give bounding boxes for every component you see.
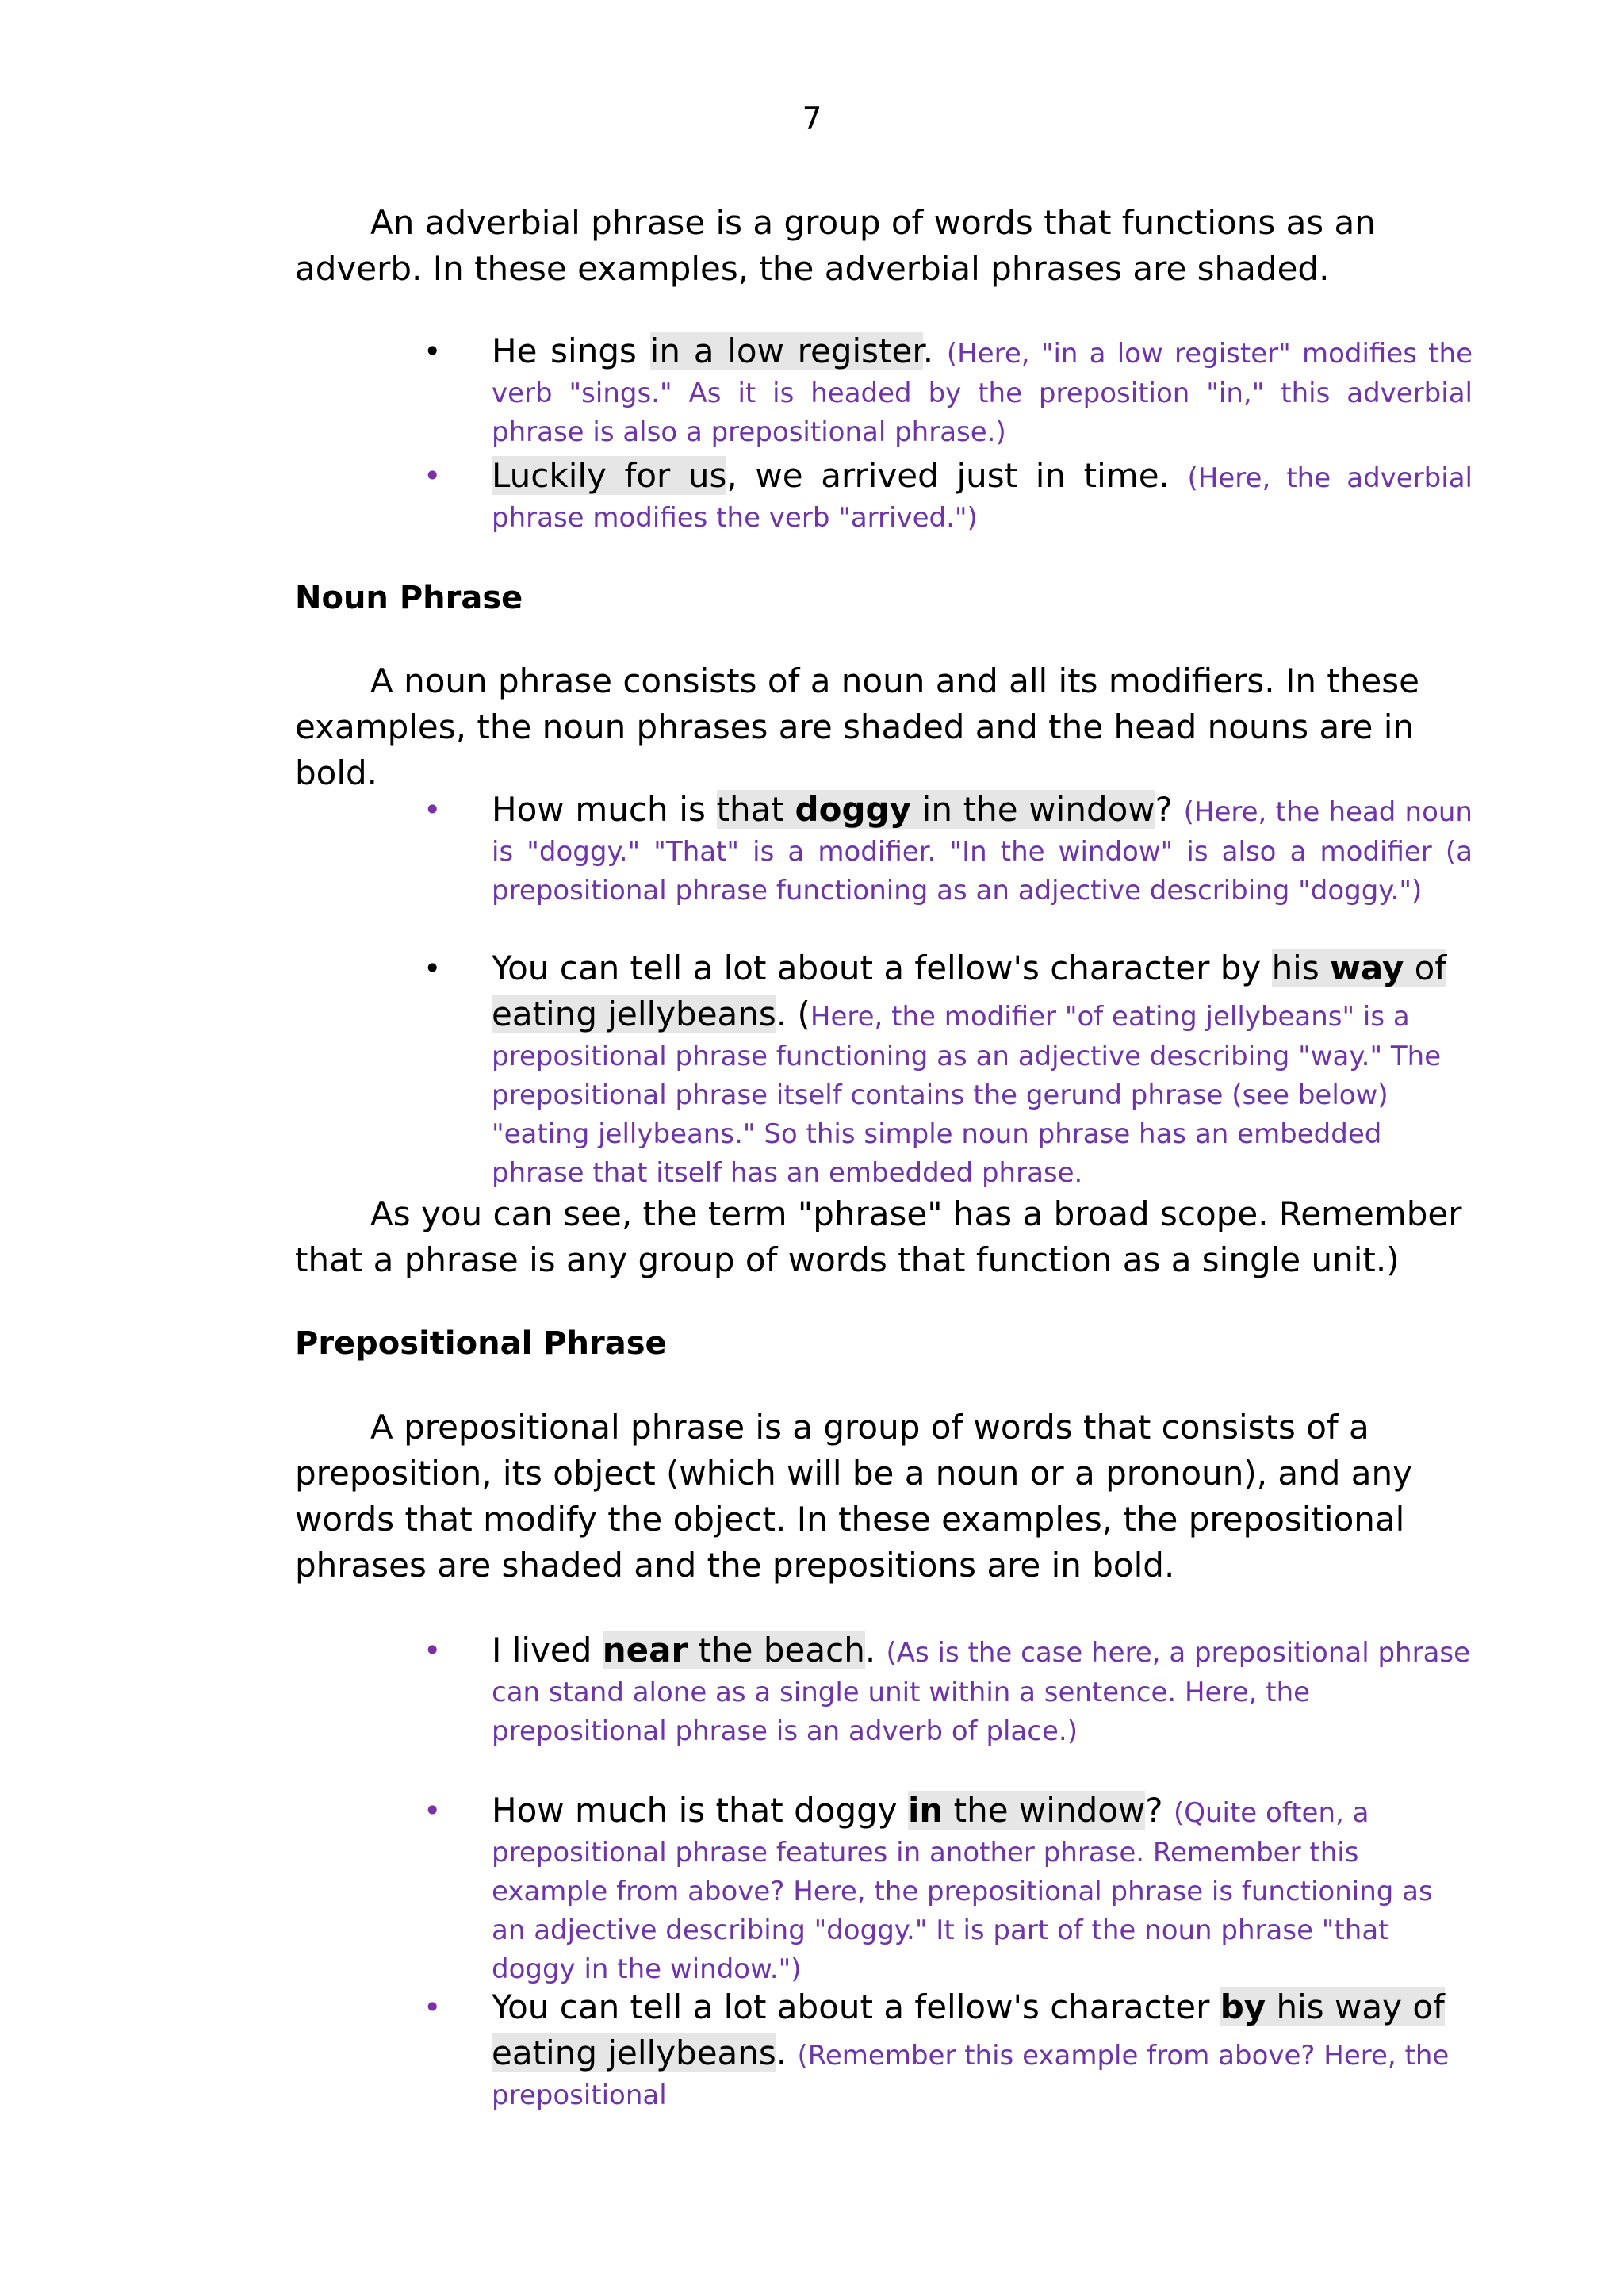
shaded-phrase-end: in the window (910, 790, 1155, 829)
shaded-phrase-end: of eating jellybeans (492, 949, 1447, 1033)
phrase-scope-paragraph: As you can see, the term "phrase" has a broad scope. Remember that a phrase is any group of words that function as a single unit.) (295, 1194, 1462, 1279)
shaded-phrase: the beach (688, 1631, 865, 1669)
bullet-icon: • (423, 458, 442, 493)
noun-intro-paragraph: A noun phrase consists of a noun and all its modifiers. In these examples, the noun phrases are shaded and the head nouns are in bold. (295, 661, 1419, 792)
heading-prepositional-phrase: Prepositional Phrase (295, 1325, 667, 1362)
head-noun: way (1330, 949, 1404, 987)
bullet-icon: • (423, 1990, 442, 2025)
page-number: 7 (802, 102, 822, 137)
bullet-icon: • (423, 1793, 442, 1828)
bullet-icon: • (423, 792, 442, 827)
shaded-phrase-start: that (716, 790, 795, 829)
preposition: in (908, 1791, 944, 1830)
example-punct: ? (1155, 790, 1184, 829)
head-noun: doggy (795, 790, 911, 829)
example-note: (As is the case here, a prepositional phrase can stand alone as a single unit within a sentence. Here, the prepositional phrase is an adverb of place.) (492, 1637, 1471, 1747)
shaded-phrase: the window (943, 1791, 1146, 1830)
bullet-icon: • (423, 951, 442, 986)
example-punct: . (776, 2033, 798, 2072)
example-text: He sings (492, 332, 650, 370)
example-text: , we arrived just in time. (726, 456, 1188, 495)
bullet-icon: • (423, 334, 442, 369)
example-note: (Remember this example from above? Here, the prepositional (492, 2040, 1450, 2111)
example-text: How much is (492, 790, 717, 829)
example-text: How much is that doggy (492, 1791, 908, 1830)
noun-example-1 (350, 787, 1473, 910)
adverbial-example-1 (350, 328, 1473, 452)
example-text: You can tell a lot about a fellow's character (492, 1987, 1220, 2026)
preposition: near (602, 1631, 688, 1669)
prepositional-example-3 (350, 1984, 1473, 2115)
shaded-phrase: Luckily for us (492, 456, 727, 495)
bullet-icon: • (423, 1633, 442, 1668)
preposition: by (1220, 1987, 1266, 2026)
example-punct: . (922, 332, 947, 370)
shaded-phrase-start: his (1271, 949, 1331, 987)
example-note: (Here, "in a low register" modifies the verb "sings." As it is headed by the preposition "in," this adverbial phrase is also a prepositional phrase.) (492, 338, 1473, 448)
example-note: (Here, the head noun is "doggy." "That" is a modifier. "In the window" is also a modifier (a prepositional phrase functioning as an adjective describing "doggy.") (492, 796, 1473, 907)
example-note: (Quite often, a prepositional phrase features in another phrase. Remember this example from above? Here, the prepositional phrase is functioning as an adjective describing "doggy." It is part of the noun phrase "that doggy in the window.") (492, 1797, 1433, 1985)
example-punct: . ( (776, 995, 810, 1033)
example-punct: ? (1145, 1791, 1174, 1830)
example-text: I lived (492, 1631, 603, 1669)
shaded-phrase: in a low register (649, 332, 923, 370)
prepositional-example-1 (350, 1627, 1473, 1751)
adverbial-example-2 (350, 453, 1473, 538)
heading-noun-phrase: Noun Phrase (295, 580, 523, 616)
noun-example-2 (350, 945, 1473, 1193)
prepositional-example-2 (350, 1788, 1473, 1989)
example-note: (Here, the adverbial phrase modifies the verb "arrived.") (492, 462, 1473, 534)
example-text: You can tell a lot about a fellow's character by (492, 949, 1272, 987)
example-punct: . (864, 1631, 887, 1669)
adverbial-intro-paragraph: An adverbial phrase is a group of words that functions as an adverb. In these examples, the adverbial phrases are shaded. (295, 203, 1376, 288)
example-note: Here, the modifier "of eating jellybeans" is a prepositional phrase functioning as an adjective describing "way." The prepositional phrase itself contains the gerund phrase (see below) "eating jellybeans." So this simple noun phrase has an embedded phrase that itself has an embedded phrase. (492, 1001, 1442, 1189)
shaded-phrase: his way of eating jellybeans (492, 1987, 1445, 2072)
prepositional-intro-paragraph: A prepositional phrase is a group of words that consists of a preposition, its object (which will be a noun or a pronoun), and any words that modify the object. In these examples, the prepositional phrases are shaded and the prepositions are in bold. (295, 1408, 1413, 1585)
